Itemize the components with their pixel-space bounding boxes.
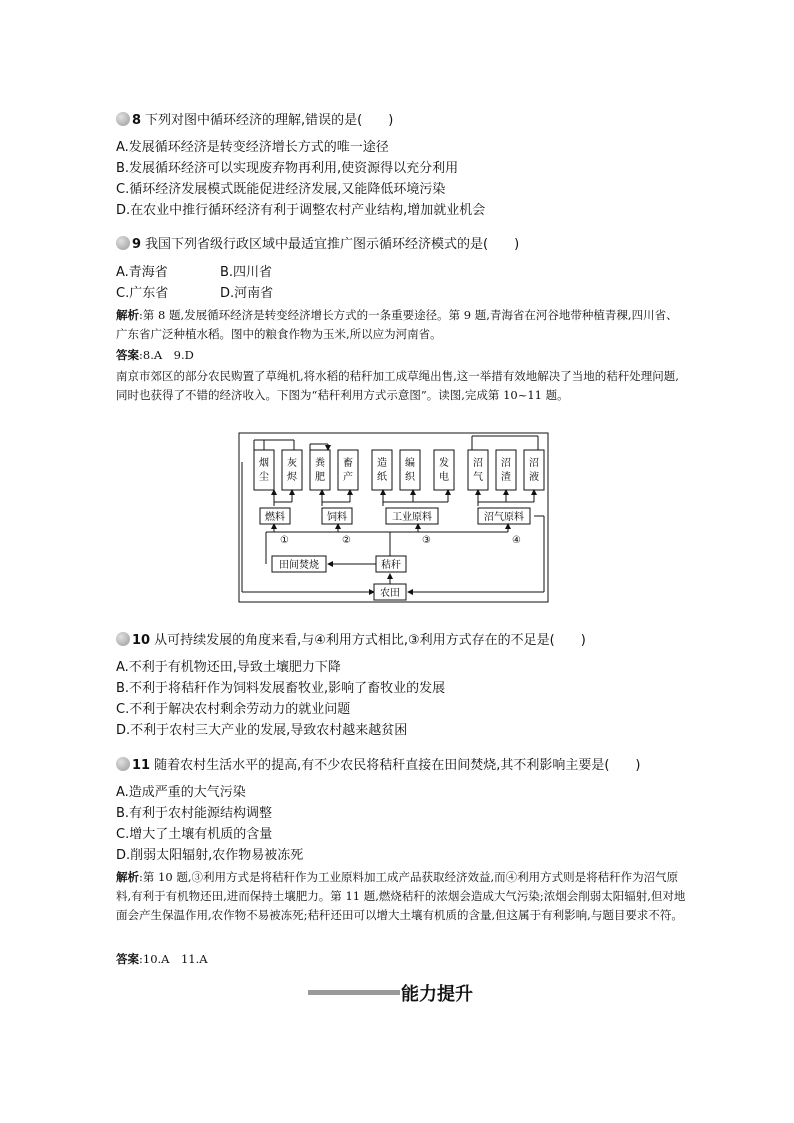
output-box — [310, 450, 330, 490]
output-box — [282, 450, 302, 490]
output-box — [254, 450, 274, 490]
raw-material-boxes — [260, 508, 530, 524]
analysis-label: 解析 — [116, 308, 139, 322]
answer-label: 答案 — [116, 952, 139, 966]
output-box-label: 渣 — [501, 472, 511, 483]
question-bullet-icon — [116, 112, 130, 126]
marker-4: ④ — [512, 535, 521, 546]
question-10-stem — [116, 632, 586, 650]
question-text: 下列对图中循环经济的理解,错误的是( ) — [145, 113, 394, 128]
output-box-label: 发 — [439, 458, 449, 469]
raw-material-label: 工业原料 — [392, 512, 432, 523]
q10-option-c: C.不利于解决农村剩余劳动力的就业问题 — [116, 702, 351, 717]
analysis-10-11 — [116, 868, 688, 925]
analysis-text: :第 10 题,③利用方式是将秸秆作为工业原料加工成产品获取经济效益,而④利用方式则是将秸秆作为沼气原料,有利于有机物还田,进而保持土壤肥力。第 11 题,燃烧秸秆的浓烟会造成大气污染;浓烟会削弱太阳辐射,但对地面会产生保温作用,农作物不易被冻死;秸秆还田可以增大土壤有机质的含量,但这属于有利影响,与题目要求不符。 — [116, 870, 686, 922]
material-intro: 南京市郊区的部分农民购置了草绳机,将水稻的秸秆加工成草绳出售,这一举措有效地解决了当地的秸秆处理问题,同时也获得了不错的经济收入。下图为“秸秆利用方式示意图”。读图,完成第 10~11 题。 — [116, 369, 679, 402]
field-label: 农田 — [380, 588, 400, 599]
q11-option-d: D.削弱太阳辐射,农作物易被冻死 — [116, 848, 304, 863]
output-box — [434, 450, 454, 490]
output-boxes — [254, 450, 544, 490]
answer-10-11 — [116, 950, 208, 969]
q8-option-a: A.发展循环经济是转变经济增长方式的唯一途径 — [116, 140, 389, 155]
question-number: 10 — [132, 633, 151, 648]
q10-option-a: A.不利于有机物还田,导致土壤肥力下降 — [116, 660, 341, 675]
output-box-label: 粪 — [315, 458, 325, 469]
question-9-stem — [116, 236, 519, 254]
output-box-label: 沼 — [473, 458, 483, 469]
output-box — [338, 450, 358, 490]
output-box — [496, 450, 516, 490]
raw-material-label: 沼气原料 — [484, 512, 524, 523]
answer-text: :8.A 9.D — [139, 348, 194, 362]
analysis-text: :第 8 题,发展循环经济是转变经济增长方式的一条重要途径。第 9 题,青海省在河谷地带种植青稞,四川省、广东省广泛种植水稻。图中的粮食作物为玉米,所以应为河南省。 — [116, 308, 678, 341]
analysis-8-9 — [116, 306, 688, 344]
output-box-label: 液 — [529, 472, 539, 483]
raw-material-label: 饲料 — [327, 512, 347, 523]
output-box-label: 肥 — [315, 472, 325, 483]
straw-usage-diagram — [238, 432, 550, 604]
marker-1: ① — [280, 535, 289, 546]
output-box-label: 烟 — [259, 458, 269, 469]
question-bullet-icon — [116, 236, 130, 250]
output-box-label: 沼 — [501, 458, 511, 469]
q9-option-d: D.河南省 — [220, 286, 274, 301]
question-number: 11 — [132, 758, 151, 773]
question-11-stem — [116, 757, 641, 775]
q9-option-b: B.四川省 — [220, 265, 273, 280]
answer-8-9 — [116, 346, 194, 365]
question-bullet-icon — [116, 632, 130, 646]
output-box — [468, 450, 488, 490]
q8-option-b: B.发展循环经济可以实现废弃物再利用,使资源得以充分利用 — [116, 161, 459, 176]
answer-text: :10.A 11.A — [139, 952, 208, 966]
section-title: 能力提升 — [401, 984, 473, 1005]
question-text: 从可持续发展的角度来看,与④利用方式相比,③利用方式存在的不足是( ) — [154, 633, 586, 648]
burn-label: 田间焚烧 — [279, 560, 319, 571]
q10-option-d: D.不利于农村三大产业的发展,导致农村越来越贫困 — [116, 723, 408, 738]
output-box-label: 气 — [473, 472, 483, 483]
output-box-label: 电 — [439, 472, 449, 483]
marker-3: ③ — [422, 535, 431, 546]
q10-option-b: B.不利于将秸秆作为饲料发展畜牧业,影响了畜牧业的发展 — [116, 681, 446, 696]
output-box-label: 烬 — [287, 472, 297, 483]
output-box-label: 尘 — [259, 472, 269, 483]
output-box-label: 畜 — [343, 458, 353, 469]
question-number: 9 — [132, 237, 142, 252]
q11-option-b: B.有利于农村能源结构调整 — [116, 806, 273, 821]
output-box — [400, 450, 420, 490]
q8-option-d: D.在农业中推行循环经济有利于调整农村产业结构,增加就业机会 — [116, 203, 486, 218]
output-box — [372, 450, 392, 490]
question-8-stem — [116, 112, 393, 130]
analysis-label: 解析 — [116, 870, 139, 884]
output-box-label: 沼 — [529, 458, 539, 469]
question-bullet-icon — [116, 757, 130, 771]
question-number: 8 — [132, 113, 142, 128]
output-box-label: 编 — [405, 458, 415, 469]
q11-option-c: C.增大了土壤有机质的含量 — [116, 827, 273, 842]
output-box-label: 织 — [405, 472, 415, 483]
output-box-label: 灰 — [287, 458, 297, 469]
raw-material-label: 燃料 — [265, 512, 285, 523]
output-box-label: 产 — [343, 472, 353, 483]
marker-2: ② — [342, 535, 351, 546]
q9-option-c: C.广东省 — [116, 286, 169, 301]
section-divider — [308, 990, 400, 995]
q9-option-a: A.青海省 — [116, 265, 168, 280]
q8-option-c: C.循环经济发展模式既能促进经济发展,又能降低环境污染 — [116, 182, 446, 197]
question-text: 随着农村生活水平的提高,有不少农民将秸秆直接在田间焚烧,其不利影响主要是( ) — [154, 758, 641, 773]
output-box-label: 造 — [377, 458, 387, 469]
q11-option-a: A.造成严重的大气污染 — [116, 785, 246, 800]
output-box — [524, 450, 544, 490]
question-text: 我国下列省级行政区域中最适宜推广图示循环经济模式的是( ) — [145, 237, 520, 252]
output-box-label: 纸 — [377, 472, 387, 483]
straw-label: 秸秆 — [381, 560, 401, 571]
answer-label: 答案 — [116, 348, 139, 362]
